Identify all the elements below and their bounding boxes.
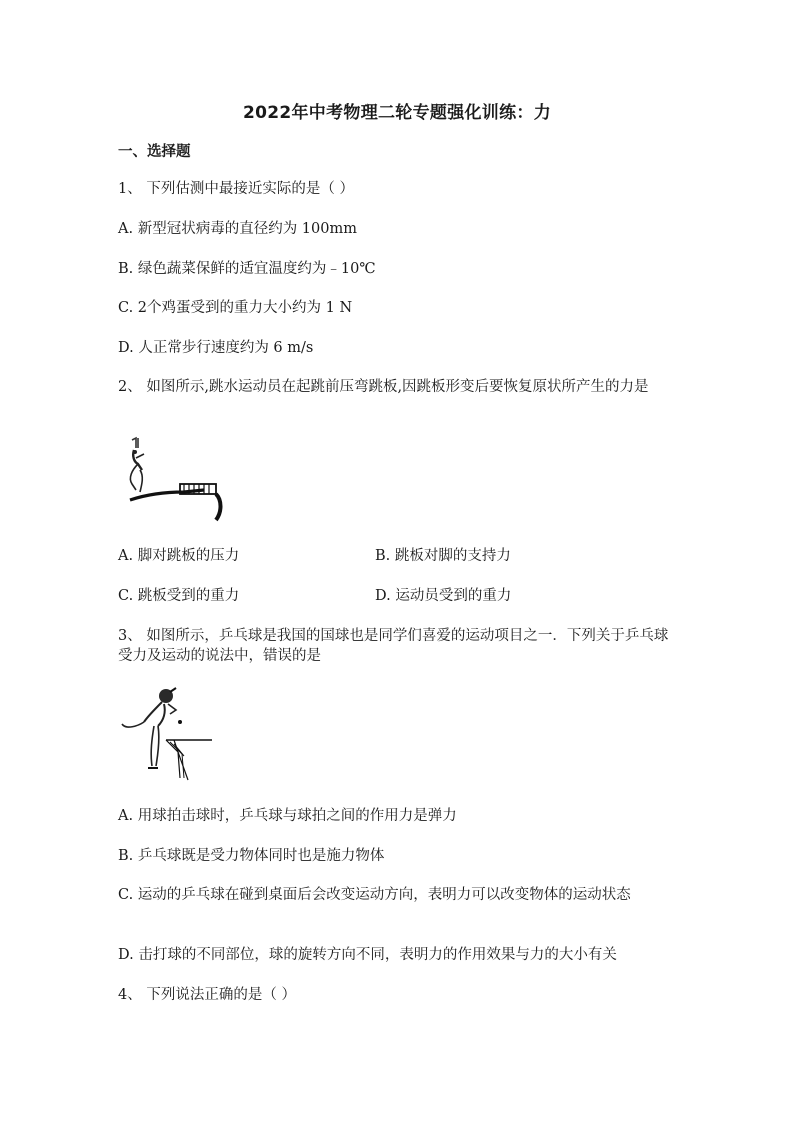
question-3-option-c: C. 运动的乒乓球在碰到桌面后会改变运动方向，表明力可以改变物体的运动状态 [118, 887, 631, 903]
diving-board-figure [118, 434, 228, 526]
question-3-option-b: B. 乒乓球既是受力物体同时也是施力物体 [118, 848, 385, 864]
question-2-stem: 2、 如图所示,跳水运动员在起跳前压弯跳板,因跳板形变后要恢复原状所产生的力是 [118, 379, 649, 395]
table-tennis-figure [118, 682, 218, 782]
question-2-option-c: C. 跳板受到的重力 [118, 588, 240, 604]
question-1-option-d: D. 人正常步行速度约为 6 m/s [118, 340, 314, 356]
question-2-option-a: A. 脚对跳板的压力 [118, 548, 240, 564]
table-tennis-player-illustration [118, 682, 218, 782]
question-1-stem: 1、 下列估测中最接近实际的是（ ） [118, 181, 354, 197]
question-1-option-c: C. 2个鸡蛋受到的重力大小约为 1 N [118, 300, 353, 316]
question-3-stem: 3、 如图所示，乒乓球是我国的国球也是同学们喜爱的运动项目之一．下列关于乒乓球受力及运动的说法中，错误的是 [118, 628, 669, 664]
question-1-option-a: A. 新型冠状病毒的直径约为 100mm [118, 221, 357, 237]
question-3-option-d: D. 击打球的不同部位，球的旋转方向不同，表明力的作用效果与力的大小有关 [118, 947, 617, 963]
question-2-option-b: B. 跳板对脚的支持力 [375, 548, 511, 564]
question-4-stem: 4、 下列说法正确的是（ ） [118, 987, 296, 1003]
diver-illustration [118, 434, 228, 526]
question-3-option-a: A. 用球拍击球时，乒乓球与球拍之间的作用力是弹力 [118, 808, 457, 824]
page-title: 2022年中考物理二轮专题强化训练：力 [242, 103, 551, 123]
question-2-option-d: D. 运动员受到的重力 [375, 588, 512, 604]
question-1-option-b: B. 绿色蔬菜保鲜的适宜温度约为﹣10℃ [118, 261, 376, 277]
section-heading: 一、选择题 [118, 144, 191, 160]
